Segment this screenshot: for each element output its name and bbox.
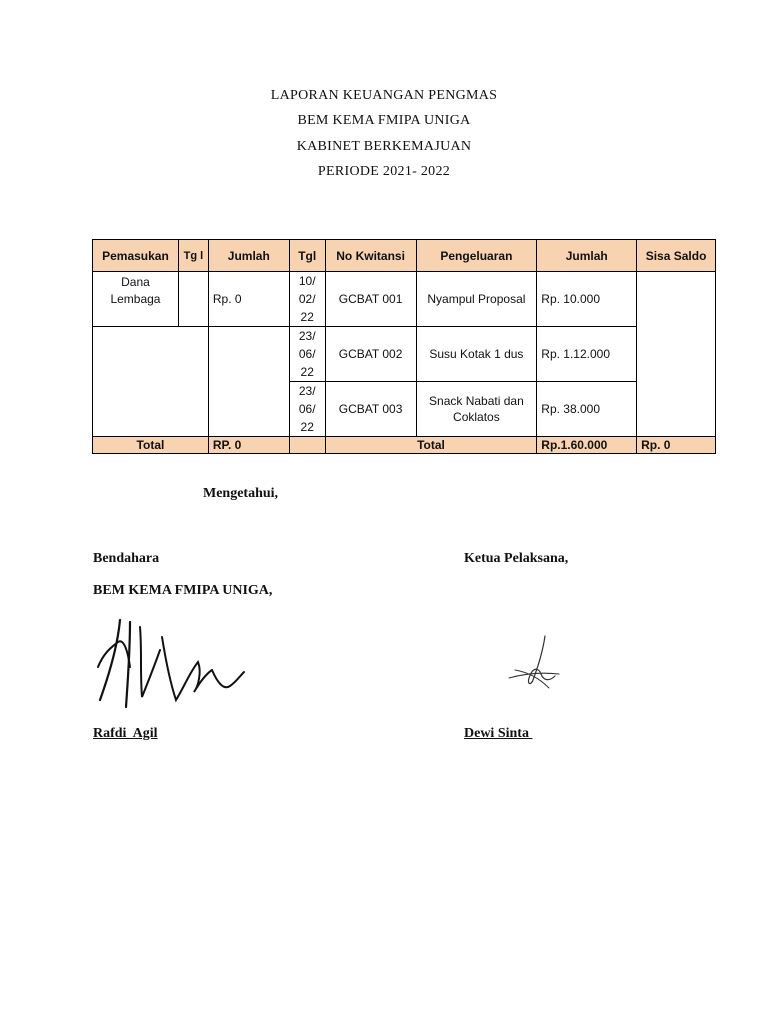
finance-table: [92, 239, 716, 454]
col-header-jumlah-expense: Jumlah: [537, 240, 637, 272]
treasurer-name: Rafdi Agil: [93, 726, 158, 741]
total-income-label: Total: [93, 437, 209, 454]
receipt-number: GCBAT 002: [325, 327, 416, 382]
treasurer-title: Bendahara: [93, 551, 160, 566]
expense-item: Snack Nabati dan Coklatos: [416, 382, 537, 437]
expense-item: Nyampul Proposal: [416, 272, 537, 327]
expense-date: 10/ 02/ 22: [289, 272, 325, 327]
receipt-number: GCBAT 001: [325, 272, 416, 327]
total-spacer: [289, 437, 325, 454]
expense-date: 23/ 06/ 22: [289, 327, 325, 382]
col-header-jumlah-income: Jumlah: [208, 240, 289, 272]
col-header-pengeluaran: Pengeluaran: [416, 240, 537, 272]
total-row: [93, 437, 716, 454]
period: PERIODE 2021- 2022: [317, 164, 451, 179]
treasurer-signature: [90, 612, 250, 712]
income-source: Dana Lembaga: [93, 272, 179, 327]
empty-income-amount-cell: [208, 327, 289, 437]
table-row: [93, 327, 716, 382]
chair-name: Dewi Sinta: [464, 726, 533, 741]
balance-cell: [637, 272, 716, 437]
chair-signature: [505, 630, 565, 690]
col-header-sisa-saldo: Sisa Saldo: [637, 240, 716, 272]
total-expense-value: Rp.1.60.000: [537, 437, 637, 454]
chair-title: Ketua Pelaksana,: [464, 551, 569, 566]
income-amount: Rp. 0: [208, 272, 289, 327]
col-header-tgl-expense: Tgl: [289, 240, 325, 272]
report-title: LAPORAN KEUANGAN PENGMAS: [270, 88, 498, 103]
cabinet-name: KABINET BERKEMAJUAN: [296, 139, 472, 154]
total-income-value: RP. 0: [208, 437, 289, 454]
organization-name: BEM KEMA FMIPA UNIGA: [297, 113, 471, 128]
acknowledged-label: Mengetahui,: [203, 486, 279, 501]
empty-income-cell: [93, 327, 209, 437]
remaining-balance: Rp. 0: [637, 437, 716, 454]
organization-signature-line: BEM KEMA FMIPA UNIGA,: [93, 583, 273, 598]
col-header-pemasukan: Pemasukan: [93, 240, 179, 272]
expense-date: 23/ 06/ 22: [289, 382, 325, 437]
col-header-no-kwitansi: No Kwitansi: [325, 240, 416, 272]
expense-item: Susu Kotak 1 dus: [416, 327, 537, 382]
col-header-tgl-income: Tg l: [178, 240, 208, 272]
expense-amount: Rp. 38.000: [537, 382, 637, 437]
expense-amount: Rp. 10.000: [537, 272, 637, 327]
receipt-number: GCBAT 003: [325, 382, 416, 437]
income-date: [178, 272, 208, 327]
expense-amount: Rp. 1.12.000: [537, 327, 637, 382]
total-expense-label: Total: [325, 437, 537, 454]
table-header-row: [93, 240, 716, 272]
table-row: [93, 272, 716, 327]
